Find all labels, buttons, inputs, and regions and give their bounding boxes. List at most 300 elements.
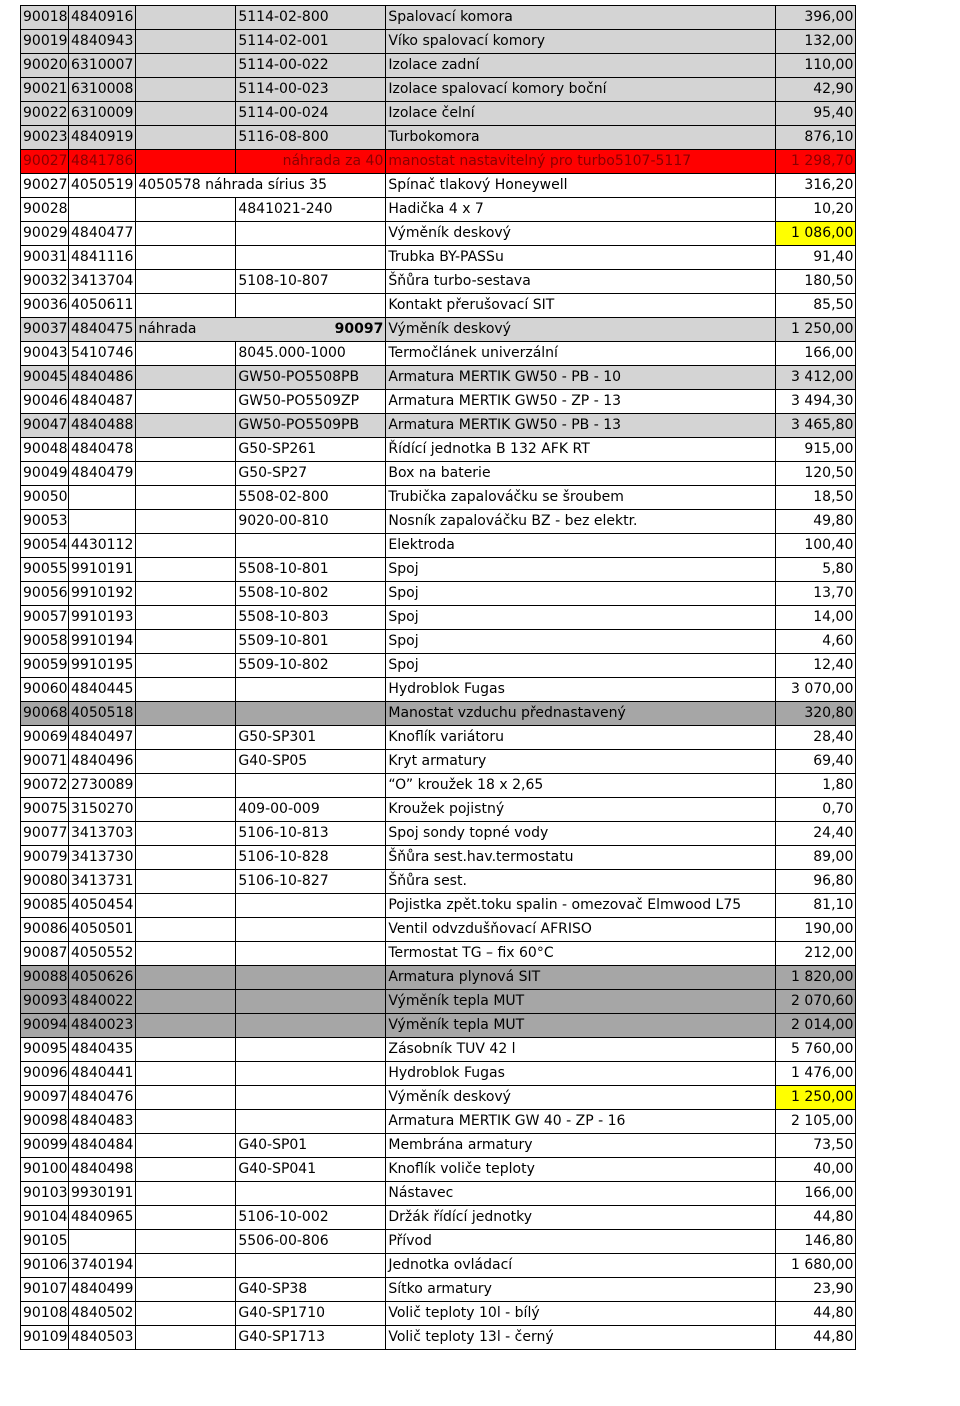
part-name-cell: Armatura MERTIK GW50 - ZP - 13 (386, 390, 776, 414)
item-number-cell: 90099 (21, 1134, 69, 1158)
catalog-code-cell: 4840487 (69, 390, 136, 414)
item-number-cell: 90109 (21, 1326, 69, 1350)
table-row (21, 510, 856, 534)
catalog-code-cell: 4840965 (69, 1206, 136, 1230)
reference-code-cell: GW50-PO5508PB (236, 366, 386, 390)
part-name-cell: Spoj sondy topné vody (386, 822, 776, 846)
catalog-code-cell (69, 1230, 136, 1254)
reference-code-cell: 5106-10-002 (236, 1206, 386, 1230)
item-number-cell: 90028 (21, 198, 69, 222)
item-number-cell: 90053 (21, 510, 69, 534)
note-cell (136, 1038, 236, 1062)
item-number-cell: 90105 (21, 1230, 69, 1254)
note-cell (136, 438, 236, 462)
price-cell: 28,40 (776, 726, 856, 750)
price-cell: 10,20 (776, 198, 856, 222)
part-name-cell: Izolace zadní (386, 54, 776, 78)
table-row (21, 1014, 856, 1038)
item-number-cell: 90071 (21, 750, 69, 774)
part-name-cell: Víko spalovací komory (386, 30, 776, 54)
catalog-code-cell: 3413704 (69, 270, 136, 294)
item-number-cell: 90106 (21, 1254, 69, 1278)
table-row (21, 1302, 856, 1326)
reference-code-cell: G50-SP301 (236, 726, 386, 750)
note-cell (136, 966, 236, 990)
note-cell (136, 1302, 236, 1326)
reference-code-cell (236, 678, 386, 702)
item-number-cell: 90057 (21, 606, 69, 630)
note-cell (136, 1182, 236, 1206)
part-name-cell: Izolace spalovací komory boční (386, 78, 776, 102)
catalog-code-cell: 9910195 (69, 654, 136, 678)
part-name-cell: Spoj (386, 558, 776, 582)
item-number-cell: 90060 (21, 678, 69, 702)
table-row (21, 1110, 856, 1134)
catalog-code-cell: 4840445 (69, 678, 136, 702)
table-row (21, 150, 856, 174)
price-cell: 69,40 (776, 750, 856, 774)
catalog-code-cell: 9910191 (69, 558, 136, 582)
reference-code-cell: 5106-10-827 (236, 870, 386, 894)
part-name-cell: Armatura MERTIK GW 40 - ZP - 16 (386, 1110, 776, 1134)
reference-code-cell (236, 702, 386, 726)
part-name-cell: Ventil odvzdušňovací AFRISO (386, 918, 776, 942)
reference-code-cell (236, 246, 386, 270)
note-cell (136, 102, 236, 126)
part-name-cell: Přívod (386, 1230, 776, 1254)
price-cell: 5,80 (776, 558, 856, 582)
item-number-cell: 90020 (21, 54, 69, 78)
part-name-cell: Termostat TG – fix 60°C (386, 942, 776, 966)
reference-code-cell (236, 1062, 386, 1086)
table-row (21, 1158, 856, 1182)
item-number-cell: 90019 (21, 30, 69, 54)
catalog-code-cell: 4840477 (69, 222, 136, 246)
catalog-code-cell: 4840503 (69, 1326, 136, 1350)
note-cell (136, 390, 236, 414)
price-cell: 18,50 (776, 486, 856, 510)
note-cell (136, 1278, 236, 1302)
part-name-cell: Sítko armatury (386, 1278, 776, 1302)
note-cell (136, 774, 236, 798)
part-name-cell: Spínač tlakový Honeywell (386, 174, 776, 198)
item-number-cell: 90046 (21, 390, 69, 414)
item-number-cell: 90079 (21, 846, 69, 870)
price-cell: 85,50 (776, 294, 856, 318)
part-name-cell: Výměník deskový (386, 318, 776, 342)
catalog-code-cell: 4840484 (69, 1134, 136, 1158)
price-cell: 180,50 (776, 270, 856, 294)
table-row (21, 870, 856, 894)
reference-code-cell: 5106-10-828 (236, 846, 386, 870)
note-cell (136, 366, 236, 390)
reference-code-cell: 5114-00-024 (236, 102, 386, 126)
reference-code-cell (236, 942, 386, 966)
price-cell: 396,00 (776, 6, 856, 30)
item-number-cell: 90086 (21, 918, 69, 942)
note-cell (136, 270, 236, 294)
table-row (21, 630, 856, 654)
price-cell: 44,80 (776, 1206, 856, 1230)
note-cell (136, 78, 236, 102)
table-row (21, 78, 856, 102)
price-cell: 1 820,00 (776, 966, 856, 990)
catalog-code-cell: 4840022 (69, 990, 136, 1014)
table-row (21, 1134, 856, 1158)
price-cell: 2 105,00 (776, 1110, 856, 1134)
catalog-code-cell: 4840441 (69, 1062, 136, 1086)
table-row (21, 918, 856, 942)
price-cell: 23,90 (776, 1278, 856, 1302)
catalog-code-cell: 4840475 (69, 318, 136, 342)
catalog-code-cell: 4050518 (69, 702, 136, 726)
price-cell: 212,00 (776, 942, 856, 966)
catalog-code-cell (69, 486, 136, 510)
part-name-cell: Armatura plynová SIT (386, 966, 776, 990)
reference-code-cell: G40-SP1710 (236, 1302, 386, 1326)
catalog-code-cell: 6310007 (69, 54, 136, 78)
reference-code-cell: 8045.000-1000 (236, 342, 386, 366)
item-number-cell: 90029 (21, 222, 69, 246)
table-row (21, 678, 856, 702)
note-cell (136, 870, 236, 894)
table-row (21, 6, 856, 30)
price-cell: 110,00 (776, 54, 856, 78)
reference-code-cell: G40-SP01 (236, 1134, 386, 1158)
table-row (21, 54, 856, 78)
price-cell: 1 680,00 (776, 1254, 856, 1278)
reference-code-cell (236, 1038, 386, 1062)
table-row (21, 462, 856, 486)
note-cell (136, 894, 236, 918)
note-cell (136, 510, 236, 534)
item-number-cell: 90094 (21, 1014, 69, 1038)
part-name-cell: Výměník tepla MUT (386, 1014, 776, 1038)
part-name-cell: Elektroda (386, 534, 776, 558)
part-name-cell: Box na baterie (386, 462, 776, 486)
table-row (21, 726, 856, 750)
reference-code-cell (236, 1254, 386, 1278)
catalog-code-cell: 4840486 (69, 366, 136, 390)
price-cell: 1 250,00 (776, 318, 856, 342)
part-name-cell: “O” kroužek 18 x 2,65 (386, 774, 776, 798)
price-cell: 3 494,30 (776, 390, 856, 414)
reference-code-cell: 5508-10-802 (236, 582, 386, 606)
table-row (21, 1326, 856, 1350)
part-name-cell: Výměník tepla MUT (386, 990, 776, 1014)
price-cell: 3 465,80 (776, 414, 856, 438)
part-name-cell: Nástavec (386, 1182, 776, 1206)
table-row (21, 390, 856, 414)
item-number-cell: 90027 (21, 174, 69, 198)
note-cell: náhrada (136, 318, 236, 342)
item-number-cell: 90018 (21, 6, 69, 30)
catalog-code-cell: 4050501 (69, 918, 136, 942)
item-number-cell: 90056 (21, 582, 69, 606)
reference-code-cell: 5508-10-801 (236, 558, 386, 582)
price-cell: 190,00 (776, 918, 856, 942)
item-number-cell: 90100 (21, 1158, 69, 1182)
part-name-cell: Pojistka zpět.toku spalin - omezovač Elmwood L75 (386, 894, 776, 918)
reference-code-cell: G40-SP05 (236, 750, 386, 774)
item-number-cell: 90031 (21, 246, 69, 270)
price-cell: 89,00 (776, 846, 856, 870)
table-row (21, 582, 856, 606)
catalog-code-cell: 4840435 (69, 1038, 136, 1062)
table-row (21, 774, 856, 798)
table-row (21, 1278, 856, 1302)
catalog-code-cell: 4840943 (69, 30, 136, 54)
price-cell: 3 070,00 (776, 678, 856, 702)
note-cell (136, 414, 236, 438)
catalog-code-cell: 3150270 (69, 798, 136, 822)
reference-code-cell (236, 1014, 386, 1038)
part-name-cell: Kryt armatury (386, 750, 776, 774)
item-number-cell: 90085 (21, 894, 69, 918)
catalog-code-cell: 4050552 (69, 942, 136, 966)
item-number-cell: 90072 (21, 774, 69, 798)
note-cell (136, 1110, 236, 1134)
reference-code-cell (236, 990, 386, 1014)
catalog-code-cell: 4840478 (69, 438, 136, 462)
note-cell (136, 534, 236, 558)
note-cell (136, 1206, 236, 1230)
price-cell: 73,50 (776, 1134, 856, 1158)
item-number-cell: 90088 (21, 966, 69, 990)
part-name-cell: Hadička 4 x 7 (386, 198, 776, 222)
reference-code-cell: 5508-10-803 (236, 606, 386, 630)
note-cell (136, 798, 236, 822)
item-number-cell: 90104 (21, 1206, 69, 1230)
table-row (21, 1254, 856, 1278)
parts-price-table (20, 5, 856, 1350)
table-row (21, 414, 856, 438)
catalog-code-cell: 4840476 (69, 1086, 136, 1110)
reference-code-cell (236, 1086, 386, 1110)
reference-code-cell (236, 534, 386, 558)
catalog-code-cell (69, 510, 136, 534)
note-cell (136, 558, 236, 582)
reference-code-cell: 5509-10-802 (236, 654, 386, 678)
item-number-cell: 90096 (21, 1062, 69, 1086)
item-number-cell: 90095 (21, 1038, 69, 1062)
price-cell: 14,00 (776, 606, 856, 630)
note-cell (136, 1086, 236, 1110)
part-name-cell: Izolace čelní (386, 102, 776, 126)
catalog-code-cell: 6310009 (69, 102, 136, 126)
catalog-code-cell: 4840496 (69, 750, 136, 774)
note-cell (136, 246, 236, 270)
reference-code-cell: G50-SP261 (236, 438, 386, 462)
price-cell: 13,70 (776, 582, 856, 606)
price-cell: 24,40 (776, 822, 856, 846)
price-cell: 44,80 (776, 1326, 856, 1350)
price-cell: 1 476,00 (776, 1062, 856, 1086)
table-row (21, 798, 856, 822)
note-cell (136, 1230, 236, 1254)
table-row (21, 558, 856, 582)
catalog-code-cell: 3413731 (69, 870, 136, 894)
catalog-code-cell: 4840498 (69, 1158, 136, 1182)
catalog-code-cell: 4050454 (69, 894, 136, 918)
table-row (21, 942, 856, 966)
reference-code-cell (236, 774, 386, 798)
item-number-cell: 90043 (21, 342, 69, 366)
reference-code-cell (236, 918, 386, 942)
item-number-cell: 90048 (21, 438, 69, 462)
reference-code-cell: 9020-00-810 (236, 510, 386, 534)
catalog-code-cell: 4840916 (69, 6, 136, 30)
price-cell: 1 298,70 (776, 150, 856, 174)
catalog-code-cell: 4841116 (69, 246, 136, 270)
part-name-cell: Membrána armatury (386, 1134, 776, 1158)
note-cell (136, 198, 236, 222)
item-number-cell: 90047 (21, 414, 69, 438)
item-number-cell: 90087 (21, 942, 69, 966)
catalog-code-cell: 6310008 (69, 78, 136, 102)
item-number-cell: 90055 (21, 558, 69, 582)
price-cell: 2 014,00 (776, 1014, 856, 1038)
table-row (21, 534, 856, 558)
item-number-cell: 90069 (21, 726, 69, 750)
price-cell: 44,80 (776, 1302, 856, 1326)
catalog-code-cell: 2730089 (69, 774, 136, 798)
part-name-cell: Knoflík variátoru (386, 726, 776, 750)
catalog-code-cell: 4050519 (69, 174, 136, 198)
item-number-cell: 90021 (21, 78, 69, 102)
part-name-cell: Řídící jednotka B 132 AFK RT (386, 438, 776, 462)
price-cell: 166,00 (776, 342, 856, 366)
item-number-cell: 90075 (21, 798, 69, 822)
table-row (21, 750, 856, 774)
table-row (21, 366, 856, 390)
note-cell (136, 990, 236, 1014)
part-name-cell: Trubička zapalováčku se šroubem (386, 486, 776, 510)
table-row (21, 1182, 856, 1206)
part-name-cell: Termočlánek univerzální (386, 342, 776, 366)
note-cell (136, 630, 236, 654)
catalog-code-cell: 4840499 (69, 1278, 136, 1302)
reference-code-cell (236, 894, 386, 918)
item-number-cell: 90108 (21, 1302, 69, 1326)
item-number-cell: 90022 (21, 102, 69, 126)
item-number-cell: 90023 (21, 126, 69, 150)
part-name-cell: Jednotka ovládací (386, 1254, 776, 1278)
note-cell (136, 1134, 236, 1158)
part-name-cell: Hydroblok Fugas (386, 678, 776, 702)
part-name-cell: Volič teploty 13l - černý (386, 1326, 776, 1350)
price-cell: 915,00 (776, 438, 856, 462)
note-cell (136, 1158, 236, 1182)
reference-code-cell: GW50-PO5509PB (236, 414, 386, 438)
table-row (21, 1062, 856, 1086)
item-number-cell: 90093 (21, 990, 69, 1014)
note-cell (136, 606, 236, 630)
note-cell (136, 918, 236, 942)
part-name-cell: Šňůra sest. (386, 870, 776, 894)
note-cell (136, 54, 236, 78)
item-number-cell: 90103 (21, 1182, 69, 1206)
part-name-cell: Kroužek pojistný (386, 798, 776, 822)
catalog-code-cell: 9910193 (69, 606, 136, 630)
item-number-cell: 90097 (21, 1086, 69, 1110)
reference-code-cell: 5508-02-800 (236, 486, 386, 510)
item-number-cell: 90027 (21, 150, 69, 174)
note-cell (136, 126, 236, 150)
price-cell: 1 250,00 (776, 1086, 856, 1110)
price-cell: 132,00 (776, 30, 856, 54)
price-cell: 49,80 (776, 510, 856, 534)
part-name-cell: Držák řídící jednotky (386, 1206, 776, 1230)
catalog-code-cell: 3413703 (69, 822, 136, 846)
price-cell: 120,50 (776, 462, 856, 486)
price-cell: 876,10 (776, 126, 856, 150)
table-row (21, 822, 856, 846)
note-cell (136, 1254, 236, 1278)
catalog-code-cell: 9930191 (69, 1182, 136, 1206)
reference-code-cell: G40-SP041 (236, 1158, 386, 1182)
table-row (21, 1206, 856, 1230)
catalog-code-cell: 4430112 (69, 534, 136, 558)
price-cell: 1,80 (776, 774, 856, 798)
reference-code-cell: 5509-10-801 (236, 630, 386, 654)
price-cell: 42,90 (776, 78, 856, 102)
item-number-cell: 90037 (21, 318, 69, 342)
part-name-cell: Spoj (386, 582, 776, 606)
price-cell: 166,00 (776, 1182, 856, 1206)
reference-code-cell: 4841021-240 (236, 198, 386, 222)
item-number-cell: 90098 (21, 1110, 69, 1134)
price-cell: 96,80 (776, 870, 856, 894)
item-number-cell: 90049 (21, 462, 69, 486)
reference-code-cell: 5114-00-022 (236, 54, 386, 78)
price-cell: 100,40 (776, 534, 856, 558)
table-row (21, 990, 856, 1014)
price-cell: 2 070,60 (776, 990, 856, 1014)
catalog-code-cell: 4841786 (69, 150, 136, 174)
reference-code-cell: 5114-00-023 (236, 78, 386, 102)
note-cell (136, 6, 236, 30)
catalog-code-cell: 3413730 (69, 846, 136, 870)
table-row (21, 894, 856, 918)
price-cell: 320,80 (776, 702, 856, 726)
price-cell: 0,70 (776, 798, 856, 822)
table-row (21, 222, 856, 246)
table-row (21, 342, 856, 366)
part-name-cell: Armatura MERTIK GW50 - PB - 13 (386, 414, 776, 438)
reference-code-cell (236, 966, 386, 990)
catalog-code-cell: 9910192 (69, 582, 136, 606)
part-name-cell: Nosník zapalováčku BZ - bez elektr. (386, 510, 776, 534)
item-number-cell: 90036 (21, 294, 69, 318)
reference-code-cell: 409-00-009 (236, 798, 386, 822)
note-cell (136, 1014, 236, 1038)
table-row (21, 294, 856, 318)
part-name-cell: Knoflík voliče teploty (386, 1158, 776, 1182)
reference-code-cell: G40-SP1713 (236, 1326, 386, 1350)
price-cell: 81,10 (776, 894, 856, 918)
reference-code-cell: 4050578 náhrada sírius 35 (136, 174, 386, 198)
table-row (21, 174, 856, 198)
item-number-cell: 90054 (21, 534, 69, 558)
catalog-code-cell: 5410746 (69, 342, 136, 366)
part-name-cell: Šňůra turbo-sestava (386, 270, 776, 294)
reference-code-cell (236, 1182, 386, 1206)
catalog-code-cell: 4840479 (69, 462, 136, 486)
part-name-cell: Hydroblok Fugas (386, 1062, 776, 1086)
note-cell (136, 654, 236, 678)
table-row (21, 30, 856, 54)
